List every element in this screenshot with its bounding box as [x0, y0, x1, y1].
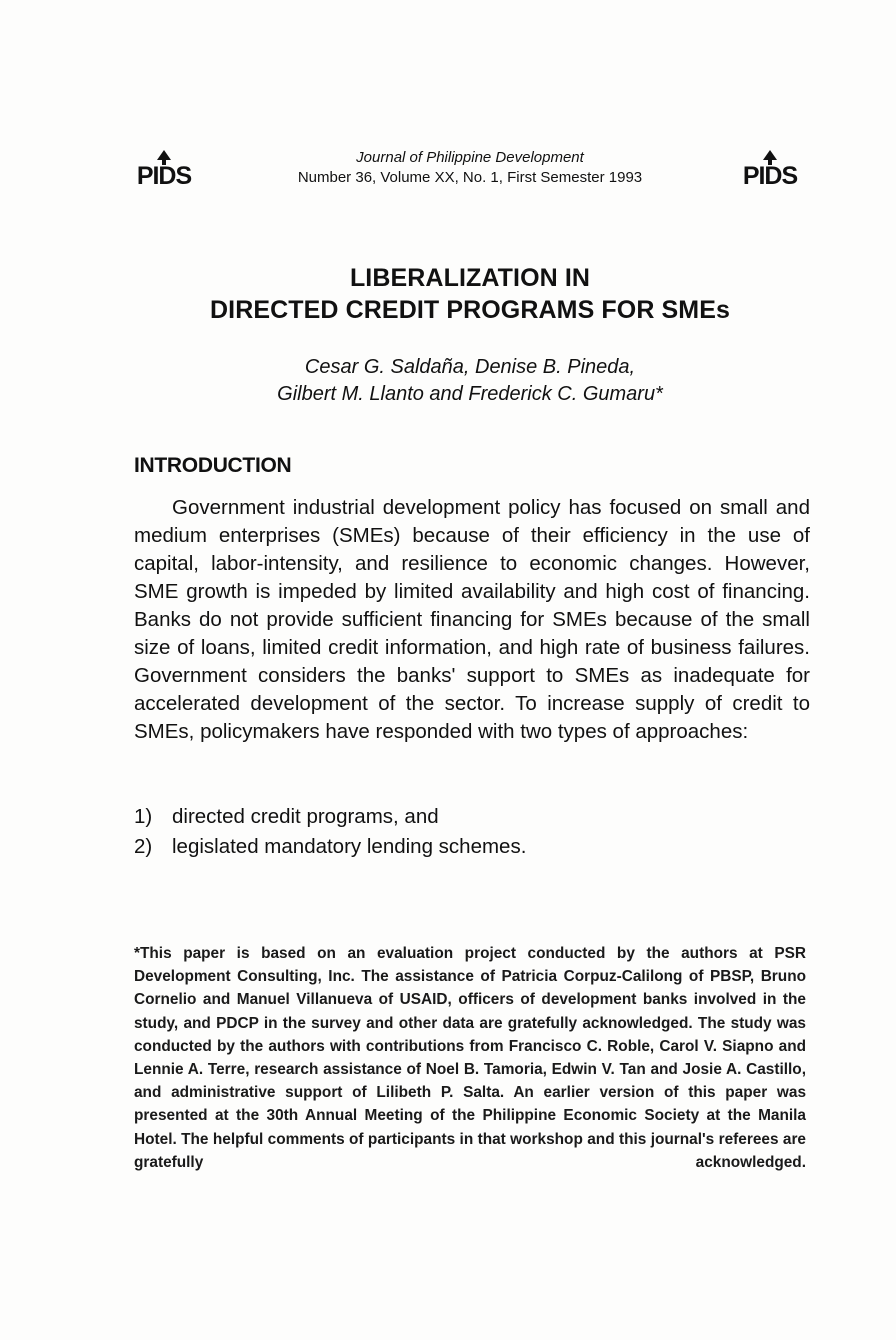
- pids-logo-left: [124, 148, 204, 188]
- authors-line-1: Cesar G. Saldaña, Denise B. Pineda,: [304, 356, 636, 378]
- list-item-text: legislated mandatory lending schemes.: [172, 835, 527, 858]
- list-item-text: directed credit programs, and: [172, 805, 439, 828]
- intro-paragraph: Government industrial development policy has focused on small and medium enterprises (SMEs) because of their efficiency in the use of capital, labor-intensity, and resilience to economic changes. However, SME growth is impeded by limited availability and high cost of financing. Banks do not provide sufficient financing for SMEs because of the small size of loans, limited credit information, and high rate of business failures. Government considers the banks' support to SMEs as inadequate for accelerated development of the sector. To increase supply of credit to SMEs, policymakers have responded with two types of approaches:: [134, 496, 810, 743]
- title-line-2: DIRECTED CREDIT PROGRAMS FOR SMEs: [210, 296, 730, 324]
- journal-issue: Number 36, Volume XX, No. 1, First Semester 1993: [297, 169, 643, 186]
- journal-header: [270, 148, 670, 188]
- pids-logo-right: [730, 148, 810, 188]
- journal-name: Journal of Philippine Development: [356, 149, 584, 166]
- svg-text:PIDS: PIDS: [742, 162, 798, 188]
- pids-logo-icon: [730, 148, 810, 188]
- authors-line-2: Gilbert M. Llanto and Frederick C. Gumaru*: [277, 383, 663, 405]
- footnote: *This paper is based on an evaluation project conducted by the authors at PSR Development Consulting, Inc. The assistance of Patricia Corpuz-Calilong of PBSP, Bruno Cornelio and Manuel Villanueva of USAID, officers of development banks involved in the study, and PDCP in the survey and other data are gratefully acknowledged. The study was conducted by the authors with contributions from Francisco C. Roble, Carol V. Siapno and Lennie A. Terre, research assistance of Noel B. Tamoria, Edwin V. Tan and Josie A. Castillo, and administrative support of Lilibeth P. Salta. An earlier version of this paper was presented at the 30th Annual Meeting of the Philippine Economic Society at the Manila Hotel. The helpful comments of participants in that workshop and this journal's referees are gratefully acknowledged.: [134, 945, 806, 1171]
- pids-logo-icon: [124, 148, 204, 188]
- article-authors: [120, 354, 820, 408]
- section-heading: INTRODUCTION: [134, 454, 292, 477]
- title-line-1: LIBERALIZATION IN: [349, 264, 591, 292]
- svg-text:PIDS: PIDS: [136, 162, 192, 188]
- article-title: [120, 262, 820, 326]
- list-item: [134, 832, 814, 862]
- list-item-number: 2): [134, 835, 153, 858]
- approaches-list: [134, 802, 814, 862]
- list-item: [134, 802, 814, 832]
- list-item-number: 1): [134, 805, 153, 828]
